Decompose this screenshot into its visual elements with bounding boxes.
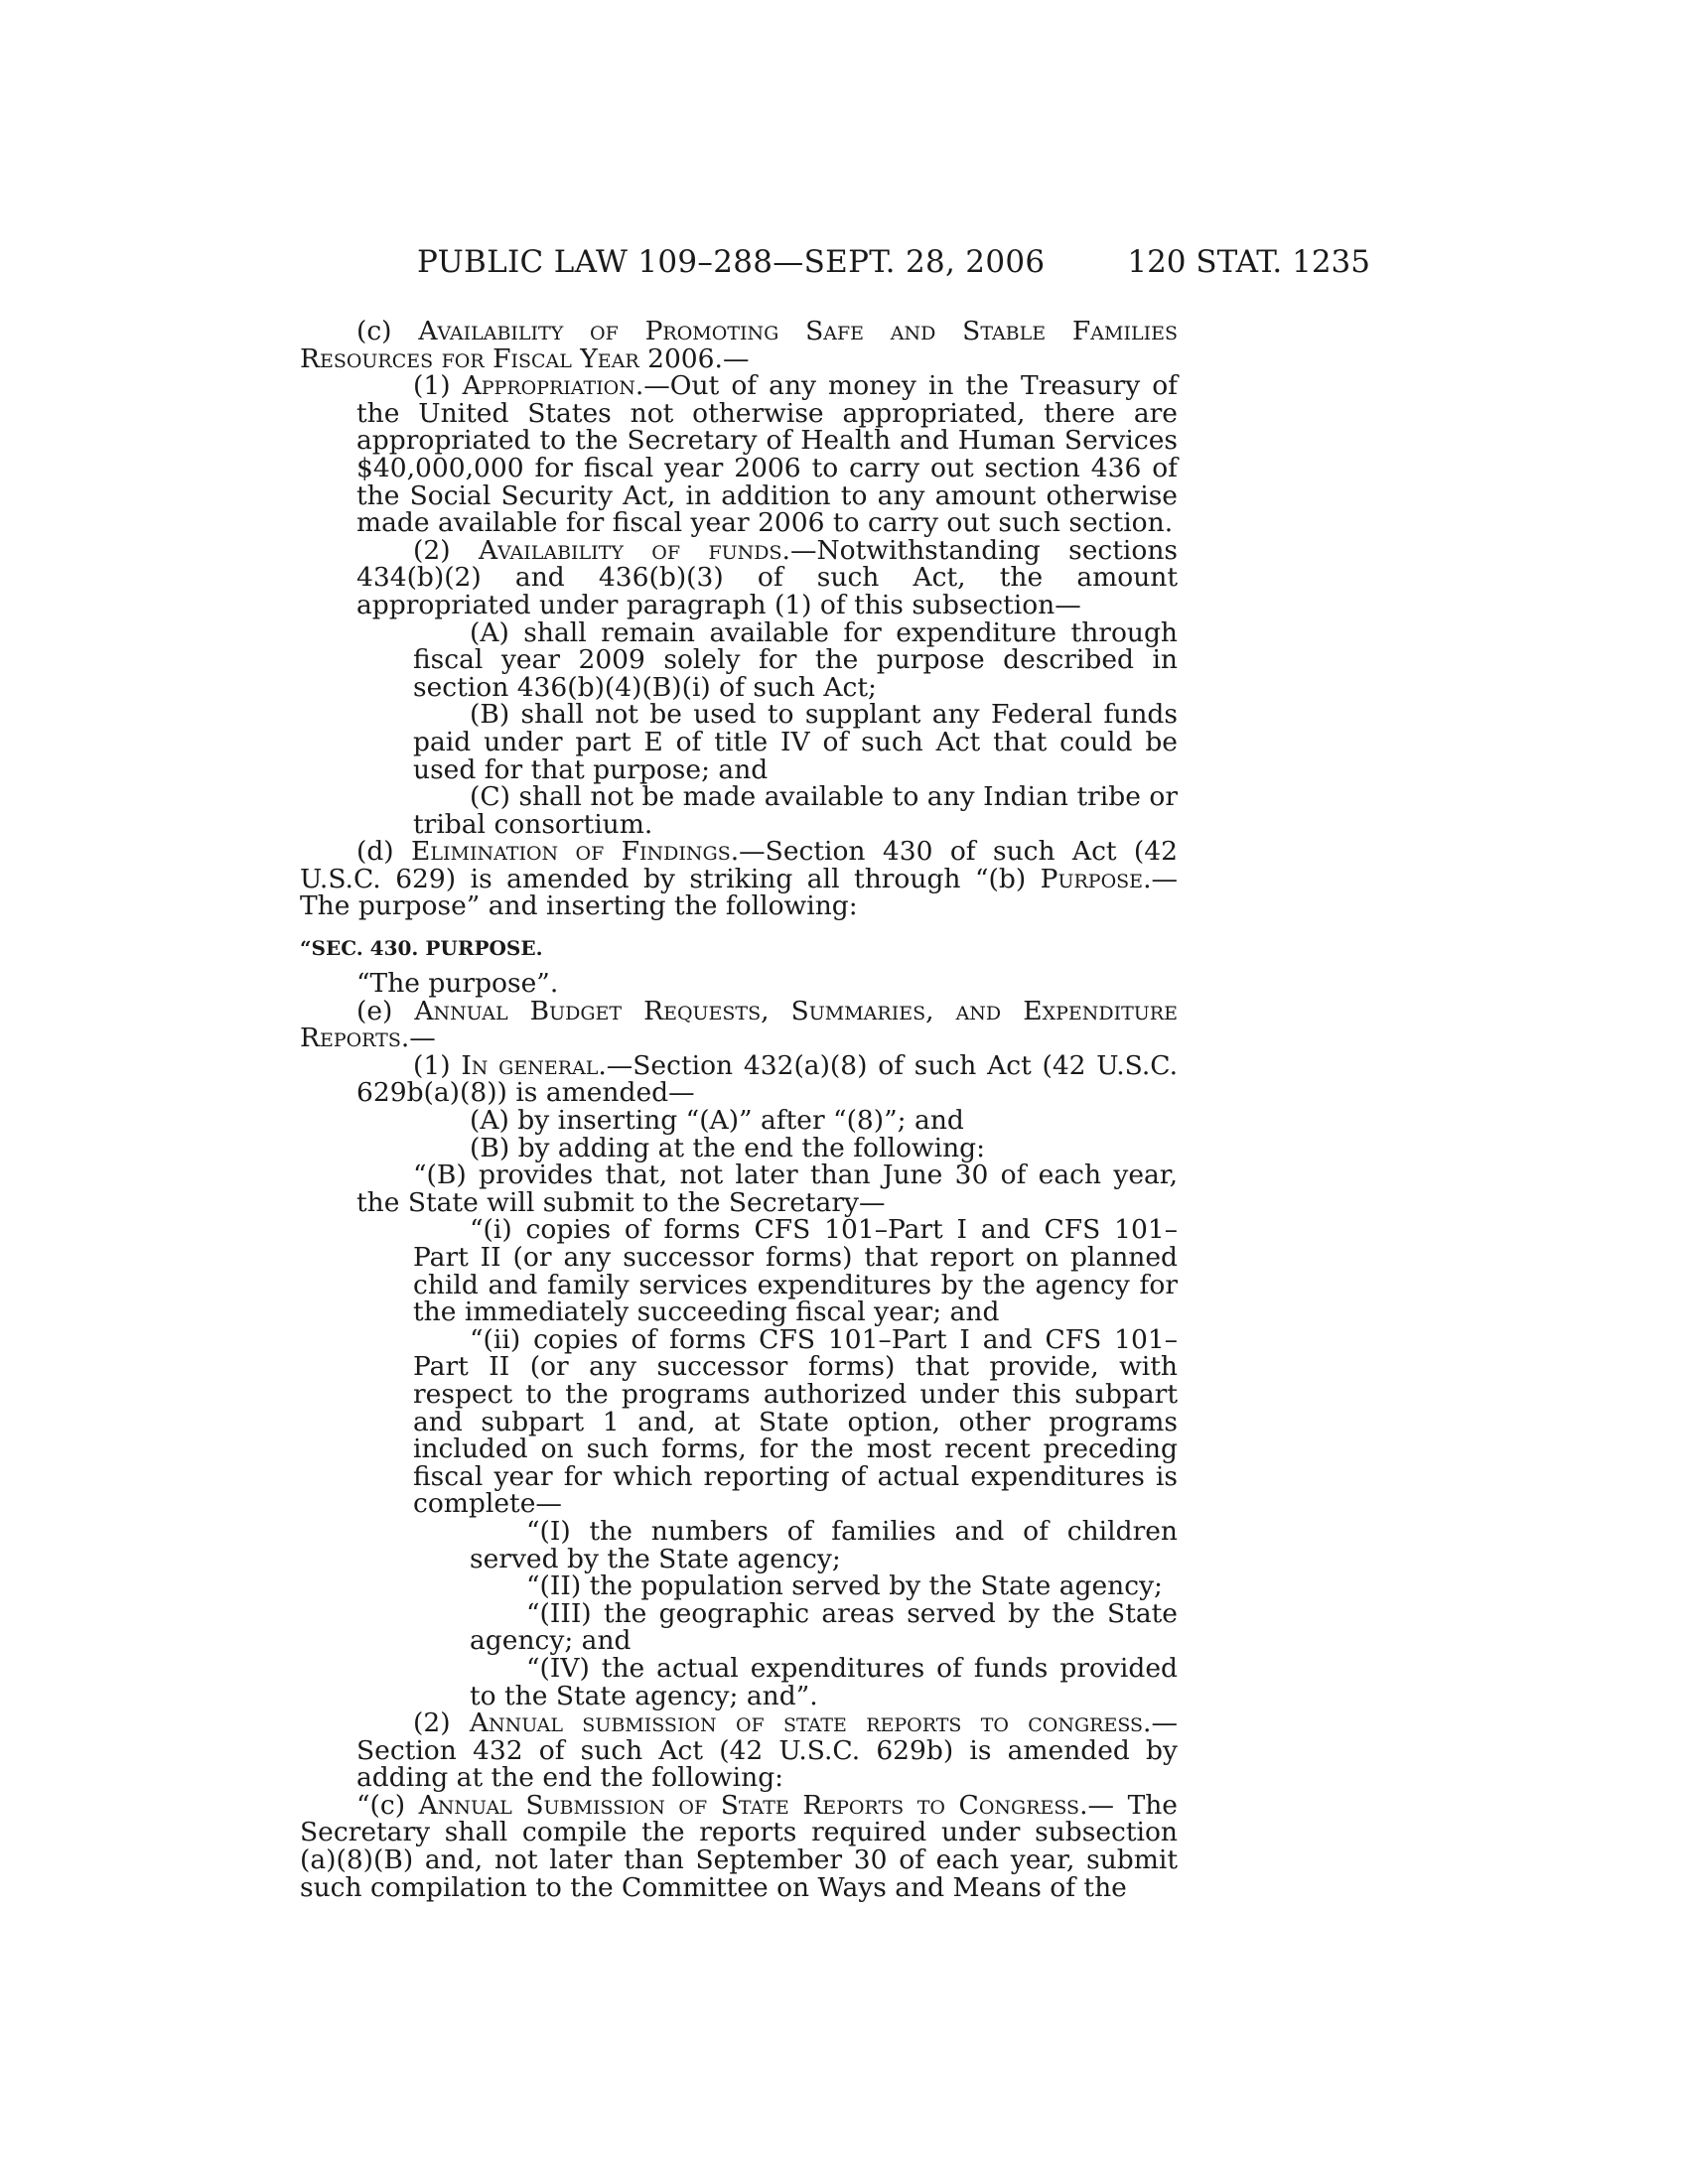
text-run: .— Section 432 of such Act (42 U.S.C. 629b) is amended by adding at the end the following: [356,1707,1178,1794]
text-run: .— The Secretary shall compile the reports required under subsection (a)(8)(B) and, not later than September 30 of each year, submit such compilation to the Committee on Ways and Means of the [300,1789,1178,1903]
paragraph [300,838,1178,920]
paragraph [300,1161,1178,1216]
paragraph [300,1132,1178,1163]
small-caps-heading: Availability of funds [478,534,782,566]
running-head: PUBLIC LAW 109–288—SEPT. 28, 2006 [417,244,1046,280]
text-run: (d) [356,836,412,868]
paragraph [300,1789,1178,1903]
small-caps-heading: Annual Submission of State Reports to Congress [418,1789,1080,1821]
paragraph [300,1049,1179,1109]
text-run: (B) by adding at the end the following: [470,1132,986,1163]
text-run: .—Section 432(a)(8) of such Act (42 U.S.C. 629b(a)(8)) is amended— [356,1049,1179,1109]
small-caps-heading: Appropriation [462,370,635,402]
text-run: “(IV) the actual expenditures of funds provided to the State agency; and”. [470,1652,1178,1711]
paragraph [300,1652,1178,1711]
page-header [417,242,1370,282]
section-heading [300,934,1178,962]
text-run: (C) shall not be made available to any Indian tribe or tribal consortium. [413,781,1178,840]
paragraph [300,372,1178,537]
text-run: (1) [413,370,463,402]
small-caps-heading: Elimination of Findings [411,836,731,868]
text-run: .—Notwithstanding sections 434(b)(2) and 436(b)(3) of such Act, the amount appropriated under paragraph (1) of this subsection— [356,534,1178,620]
small-caps-heading: Annual Budget Requests, Summaries, and Expenditure Reports [300,995,1178,1054]
text-run: (B) shall not be used to supplant any Federal funds paid under part E of title IV of such Act that could be used for that purpose; and [413,699,1178,785]
paragraph [300,701,1178,783]
text-run: .— The purpose” and inserting the following: [300,863,1178,922]
paragraph [300,1572,1178,1600]
text-run: (e) [356,995,415,1026]
paragraph [300,1597,1178,1657]
text-run: .— [400,1023,436,1054]
paragraph [300,1323,1178,1520]
small-caps-heading: Annual submission of state reports to congress [469,1707,1144,1739]
text-run: .— [714,342,750,374]
small-caps-heading: In general [461,1049,599,1081]
paragraph [300,1214,1178,1328]
page-folio: 120 STAT. 1235 [1127,244,1370,280]
text-run: “(i) copies of forms CFS 101–Part I and CFS 101– Part II (or any successor forms) that report on planned child and family services expenditures by the agency for the immediately succeeding fiscal year; and [413,1214,1178,1328]
paragraph [300,318,1178,372]
paragraph [300,970,1178,998]
paragraph [300,1515,1178,1574]
text-run: “(c) [356,1789,419,1821]
paragraph [300,1107,1178,1135]
statute-body [300,318,1178,1901]
text-run: (A) shall remain available for expenditure through fiscal year 2009 solely for the purpose described in section 436(b)(4)(B)(i) of such Act; [413,616,1178,703]
small-caps-heading: Availability of Promoting Safe and Stable Families Resources for Fiscal Year 2006 [300,316,1178,374]
text-run: (2) [413,534,479,566]
text-run: “SEC. 430. PURPOSE. [300,936,543,961]
text-run: “(I) the numbers of families and of children served by the State agency; [470,1515,1178,1574]
text-run: .—Out of any money in the Treasury of the United States not otherwise appropriated, there are appropriated to the Secretary of Health and Human Services $40,000,000 for fiscal year 2006 to carry out section 436 of the Social Security Act, in addition to any amount otherwise made available for fiscal year 2006 to carry out such section. [356,370,1178,539]
text-run: (c) [356,316,419,346]
text-run: “(ii) copies of forms CFS 101–Part I and CFS 101– Part II (or any successor forms) that provide, with respect to the programs authorized under this subpart and subpart 1 and, at State option, other programs included on such forms, for the most recent preceding fiscal year for which reporting of actual expenditures is complete— [413,1323,1178,1520]
text-run: (2) [413,1707,470,1739]
text-run: (A) by inserting “(A)” after “(8)”; and [470,1105,964,1137]
paragraph [300,783,1178,838]
paragraph [300,995,1178,1054]
paragraph [300,616,1178,703]
paragraph [300,1709,1178,1792]
text-run: .—Section 430 of such Act (42 U.S.C. 629) is amended by striking all through “(b) [300,836,1178,894]
text-run: “The purpose”. [356,968,559,1000]
text-run: “(II) the population served by the State agency; [526,1570,1163,1602]
text-run: (1) [413,1049,462,1081]
paragraph [300,534,1178,620]
text-run: “(B) provides that, not later than June 30 of each year, the State will submit to the Secretary— [356,1160,1178,1218]
text-run: “(III) the geographic areas served by the State agency; and [470,1597,1178,1657]
small-caps-heading: Purpose [1040,863,1144,894]
